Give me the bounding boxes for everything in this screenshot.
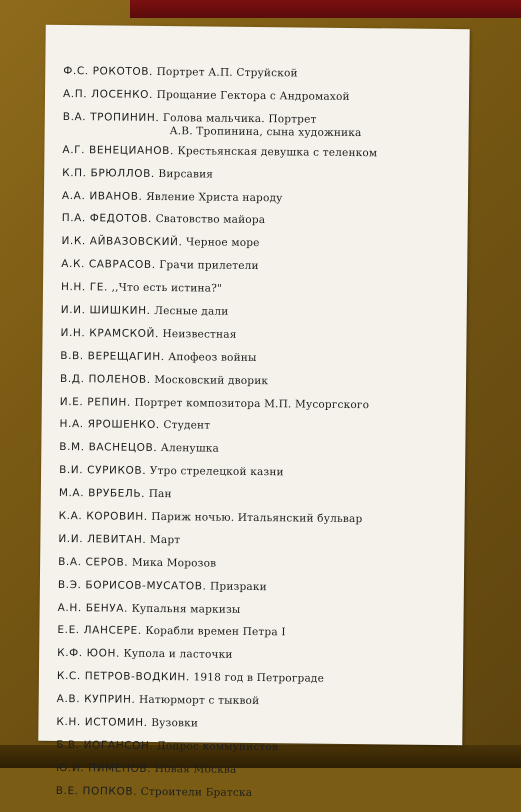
- list-item: [57, 693, 457, 710]
- separator: .: [142, 533, 146, 546]
- artwork-title: Прощание Гектора с Андромахой: [156, 88, 350, 103]
- list-item: [63, 88, 463, 105]
- artist-name: И.К. АЙВАЗОВСКИЙ: [61, 235, 179, 249]
- artist-name: Н.Н. ГЕ: [60, 281, 105, 294]
- separator: .: [147, 213, 152, 226]
- separator: .: [142, 465, 146, 478]
- list-item: [56, 716, 456, 733]
- list-item: [61, 235, 461, 252]
- separator: .: [146, 304, 151, 317]
- artwork-title: Купола и ласточки: [123, 648, 233, 662]
- artist-name: М.А. ВРУБЕЛЬ: [58, 487, 142, 500]
- artist-name: В.А. СЕРОВ: [58, 555, 125, 569]
- list-item: [62, 144, 462, 161]
- artist-name: А.В. КУПРИН: [56, 693, 132, 706]
- separator: .: [155, 419, 160, 432]
- separator: .: [178, 236, 183, 249]
- artist-name: В.Э. БОРИСОВ-МУСАТОВ: [57, 578, 203, 593]
- separator: .: [143, 510, 148, 523]
- artwork-title: Строители Братска: [140, 785, 253, 799]
- artwork-title: Московский дворик: [154, 373, 269, 387]
- artist-name: А.П. ЛОСЕНКО: [62, 87, 150, 101]
- list-item: [59, 510, 459, 527]
- separator: .: [148, 65, 153, 78]
- artist-name: В.А. ТРОПИНИН: [62, 110, 156, 124]
- list-item: [63, 65, 463, 82]
- list-item: [63, 111, 463, 141]
- artwork-title: Новая Москва: [154, 762, 237, 776]
- list-item: [56, 762, 456, 779]
- separator: .: [141, 487, 145, 501]
- separator: .: [123, 602, 128, 615]
- artwork-title: Март: [149, 533, 181, 547]
- list-item: [59, 464, 459, 481]
- list-item: [60, 396, 460, 413]
- artwork-title: 1918 год в Петрограде: [193, 671, 325, 686]
- artwork-title: Неизвестная: [162, 327, 237, 341]
- separator: .: [115, 647, 120, 660]
- artwork-title: Грачи прилетели: [159, 259, 259, 273]
- artist-name: В.М. ВАСНЕЦОВ: [59, 441, 154, 455]
- artist-name: К.П. БРЮЛЛОВ: [62, 166, 151, 180]
- artwork-title: Лесные дали: [154, 304, 229, 318]
- list-item: [58, 602, 458, 619]
- artist-name: К.Ф. ЮОН: [57, 647, 117, 660]
- separator: .: [185, 671, 190, 684]
- separator: .: [153, 442, 157, 455]
- artist-name: И.И. ШИШКИН: [60, 303, 147, 317]
- artist-name: И.Е. РЕПИН: [59, 395, 128, 409]
- artist-name: Б.В. ИОГАНСОН: [56, 738, 150, 752]
- list-item: [58, 579, 458, 596]
- list-item: [61, 258, 461, 275]
- separator: .: [124, 556, 128, 569]
- list-item: [62, 212, 462, 229]
- separator: .: [151, 259, 156, 272]
- list-item: [62, 190, 462, 207]
- artist-name: К.Н. ИСТОМИН: [56, 715, 144, 729]
- artwork-title: Крестьянская девушка с теленком: [177, 144, 378, 160]
- list-item: [58, 533, 458, 550]
- separator: .: [149, 88, 153, 101]
- artist-name: Е.Е. ЛАНСЕРЕ: [57, 624, 138, 638]
- artist-name: Н.А. ЯРОШЕНКО: [59, 418, 156, 432]
- artwork-title: Сватовство майора: [155, 213, 266, 227]
- separator: .: [133, 785, 137, 798]
- separator: .: [137, 625, 142, 638]
- list-item: [62, 167, 462, 184]
- artwork-title: Пан: [148, 488, 172, 501]
- separator: .: [138, 190, 143, 203]
- list-item: [60, 418, 460, 435]
- artwork-title: ,,Что есть истина?": [111, 281, 223, 295]
- separator: .: [147, 762, 151, 775]
- artist-name: И.И. ЛЕВИТАН: [58, 532, 143, 546]
- artwork-title: Париж ночью. Итальянский бульвар: [151, 510, 363, 526]
- artwork-title: Призраки: [210, 580, 267, 593]
- separator: .: [169, 144, 174, 157]
- list-item: [59, 487, 459, 504]
- artwork-list: [56, 65, 464, 812]
- artwork-title: Купальня маркизы: [131, 602, 241, 616]
- list-item: [57, 670, 457, 687]
- artwork-title: Студент: [163, 419, 211, 433]
- artist-name: К.А. КОРОВИН: [58, 509, 144, 523]
- artist-name: В.В. ВЕРЕЩАГИН: [60, 349, 161, 363]
- artist-name: В.И. СУРИКОВ: [59, 464, 143, 478]
- list-item: [60, 327, 460, 344]
- list-item: [61, 281, 461, 298]
- separator: .: [126, 396, 131, 409]
- artwork-title: Голова мальчика. Портрет: [162, 111, 317, 126]
- artist-name: В.Д. ПОЛЕНОВ: [59, 372, 147, 386]
- printed-card: [38, 25, 469, 799]
- list-item: [58, 556, 458, 573]
- artist-name: В.Е. ПОПКОВ: [55, 784, 134, 798]
- artwork-title: Корабли времен Петра I: [145, 625, 286, 639]
- artist-name: И.Н. КРАМСКОЙ: [60, 326, 156, 340]
- artwork-title: Мика Морозов: [131, 556, 217, 570]
- artist-name: А.А. ИВАНОВ: [61, 189, 139, 203]
- artwork-title: Вирсавия: [158, 167, 214, 181]
- artist-name: А.К. САВРАСОВ: [61, 258, 152, 272]
- artwork-title: Вузовки: [151, 716, 199, 730]
- separator: .: [146, 373, 151, 386]
- list-item: [56, 785, 456, 802]
- list-item: [59, 441, 459, 458]
- separator: .: [131, 693, 136, 706]
- artwork-title: Черное море: [186, 236, 260, 250]
- red-cloth-edge: [130, 0, 521, 18]
- artwork-title: Натюрморт с тыквой: [139, 693, 260, 708]
- artwork-title: Апофеоз войны: [168, 350, 257, 364]
- artwork-title: Аленушка: [160, 442, 220, 455]
- artwork-title: Явление Христа народу: [146, 190, 283, 204]
- separator: .: [160, 350, 165, 363]
- separator: .: [149, 739, 154, 752]
- separator: .: [150, 167, 155, 180]
- separator: .: [103, 281, 108, 294]
- separator: .: [155, 111, 160, 124]
- separator: .: [154, 327, 159, 340]
- artist-name: А.Н. БЕНУА: [57, 601, 125, 615]
- artwork-title: Утро стрелецкой казни: [149, 465, 284, 479]
- artist-name: П.А. ФЕДОТОВ: [61, 212, 149, 226]
- artist-name: А.Г. ВЕНЕЦИАНОВ: [62, 143, 171, 157]
- artwork-title: Портрет композитора М.П. Мусоргского: [134, 396, 370, 411]
- list-item: [56, 739, 456, 756]
- separator: .: [143, 716, 148, 729]
- separator: .: [202, 580, 207, 593]
- list-item: [61, 304, 461, 321]
- artwork-title-continuation: А.В. Тропинина, сына художника: [169, 124, 362, 139]
- list-item: [57, 647, 457, 664]
- artist-name: Ю.И. ПИМЕНОВ: [55, 761, 148, 775]
- artist-name: Ф.С. РОКОТОВ: [63, 64, 150, 78]
- artwork-title: Допрос коммунистов: [157, 739, 279, 754]
- list-item: [60, 373, 460, 390]
- artwork-title: Портрет А.П. Струйской: [156, 65, 298, 80]
- list-item: [60, 350, 460, 367]
- artist-name: К.С. ПЕТРОВ-ВОДКИН: [56, 670, 187, 684]
- list-item: [57, 624, 457, 641]
